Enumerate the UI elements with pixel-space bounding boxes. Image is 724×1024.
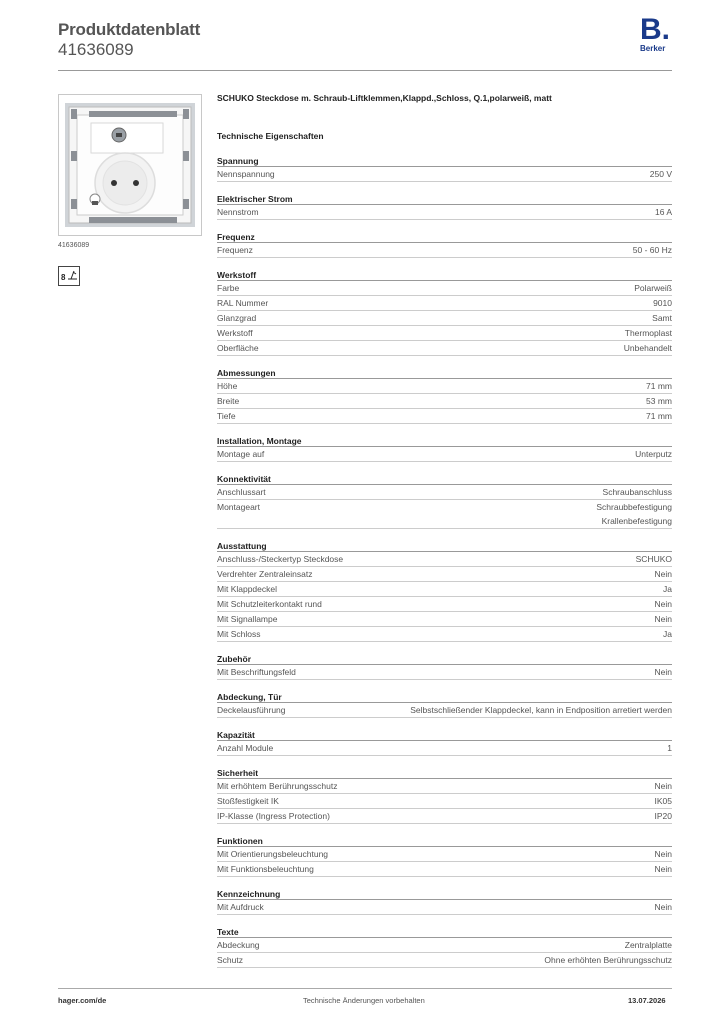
- spec-row: [217, 938, 672, 953]
- spec-label: Tiefe: [217, 411, 236, 421]
- footer-website[interactable]: hager.com/de: [58, 996, 107, 1005]
- spec-value: Unbehandelt: [623, 343, 672, 353]
- spec-label: Farbe: [217, 283, 240, 293]
- spec-row: [217, 900, 672, 915]
- spec-label: Höhe: [217, 381, 238, 391]
- spec-content: [217, 92, 672, 968]
- spec-label: IP-Klasse (Ingress Protection): [217, 811, 330, 821]
- spec-label: Abdeckung: [217, 940, 260, 950]
- group-title: Kennzeichnung: [217, 888, 672, 900]
- spec-row: [217, 953, 672, 968]
- spec-value: Nein: [654, 781, 672, 791]
- group-title: Werkstoff: [217, 269, 672, 281]
- spec-label: Mit Orientierungsbeleuchtung: [217, 849, 329, 859]
- spec-label: Stoßfestigkeit IK: [217, 796, 279, 806]
- spec-label: Mit Aufdruck: [217, 902, 264, 912]
- group-title: Texte: [217, 926, 672, 938]
- spec-groups: [217, 155, 672, 968]
- group-title: Ausstattung: [217, 540, 672, 552]
- article-number: 41636089: [58, 40, 134, 59]
- berker-logo: [640, 13, 674, 54]
- spec-value: Ja: [663, 629, 672, 639]
- spec-row: [217, 612, 672, 627]
- group-title: Konnektivität: [217, 473, 672, 485]
- spec-row: [217, 779, 672, 794]
- spec-row: [217, 447, 672, 462]
- spec-row: [217, 326, 672, 341]
- spec-value: IP20: [654, 811, 672, 821]
- group-title: Abdeckung, Tür: [217, 691, 672, 703]
- section-heading: Technische Eigenschaften: [217, 131, 324, 141]
- spec-value: Schraubanschluss: [602, 487, 672, 497]
- spec-label: Mit Klappdeckel: [217, 584, 278, 594]
- socket-illustration: [59, 95, 201, 235]
- spec-label: Schutz: [217, 955, 243, 965]
- spec-label: Nennstrom: [217, 207, 259, 217]
- spec-label: Montage auf: [217, 449, 265, 459]
- spec-label: Werkstoff: [217, 328, 253, 338]
- spec-row: [217, 281, 672, 296]
- product-image: [58, 94, 202, 236]
- group-title: Abmessungen: [217, 367, 672, 379]
- spec-row: [217, 167, 672, 182]
- spec-value: 9010: [653, 298, 672, 308]
- spec-value: 50 - 60 Hz: [632, 245, 672, 255]
- spec-label: Mit Beschriftungsfeld: [217, 667, 296, 677]
- spec-value: Nein: [654, 864, 672, 874]
- group-title: Funktionen: [217, 835, 672, 847]
- spec-value: Polarweiß: [634, 283, 672, 293]
- spec-row: [217, 741, 672, 756]
- spec-row: [217, 394, 672, 409]
- spec-value: 250 V: [649, 169, 672, 179]
- svg-text:8: 8: [61, 273, 66, 282]
- spec-value: Nein: [654, 902, 672, 912]
- spec-value: Nein: [654, 614, 672, 624]
- spec-value: Nein: [654, 849, 672, 859]
- spec-label: Verdrehter Zentraleinsatz: [217, 569, 313, 579]
- spec-label: Mit Funktionsbeleuchtung: [217, 864, 314, 874]
- spec-value: Thermoplast: [624, 328, 672, 338]
- spec-row: [217, 809, 672, 824]
- spec-value: 1: [667, 743, 672, 753]
- spec-row: [217, 296, 672, 311]
- spec-value: Selbstschließender Klappdeckel, kann in Endposition arretiert werden: [410, 705, 672, 715]
- group-title: Sicherheit: [217, 767, 672, 779]
- spec-label: Deckelausführung: [217, 705, 286, 715]
- spec-value: Ohne erhöhten Berührungsschutz: [544, 955, 672, 965]
- image-caption: 41636089: [58, 242, 90, 249]
- group-title: Frequenz: [217, 231, 672, 243]
- spec-row: [217, 627, 672, 642]
- spec-row: [217, 794, 672, 809]
- spec-row: [217, 665, 672, 680]
- spec-value: Samt: [652, 313, 672, 323]
- spec-value: Zentralplatte: [624, 940, 672, 950]
- group-title: Installation, Montage: [217, 435, 672, 447]
- spec-row: [217, 552, 672, 567]
- spec-row: [217, 567, 672, 582]
- spec-row: [217, 341, 672, 356]
- spec-label: Anschlussart: [217, 487, 266, 497]
- spec-label: Oberfläche: [217, 343, 259, 353]
- spec-label: RAL Nummer: [217, 298, 269, 308]
- footer-divider: [58, 988, 672, 989]
- spec-value: SCHUKO: [635, 554, 672, 564]
- spec-value: IK05: [654, 796, 672, 806]
- footer-disclaimer: Technische Änderungen vorbehalten: [303, 996, 425, 1005]
- spec-label: Mit Schutzleiterkontakt rund: [217, 599, 322, 609]
- page-header: [58, 20, 200, 60]
- group-title: Elektrischer Strom: [217, 193, 672, 205]
- spec-row: [217, 205, 672, 220]
- spec-row: [217, 500, 672, 529]
- spec-label: Anzahl Module: [217, 743, 274, 753]
- spec-row: [217, 379, 672, 394]
- spec-row: [217, 582, 672, 597]
- group-title: Spannung: [217, 155, 672, 167]
- logo-letter: B.: [640, 13, 670, 46]
- spec-label: Glanzgrad: [217, 313, 257, 323]
- spec-value: 53 mm: [646, 396, 672, 406]
- spec-label: Mit Signallampe: [217, 614, 278, 624]
- spec-label: Anschluss-/Steckertyp Steckdose: [217, 554, 344, 564]
- logo-text: Berker: [640, 44, 666, 53]
- spec-value: Ja: [663, 584, 672, 594]
- spec-row: [217, 311, 672, 326]
- spec-row: [217, 409, 672, 424]
- spec-label: Nennspannung: [217, 169, 275, 179]
- spec-row: [217, 847, 672, 862]
- spec-value: Nein: [654, 599, 672, 609]
- circuit-symbol-icon: [58, 266, 80, 286]
- spec-row: [217, 862, 672, 877]
- spec-value: 71 mm: [646, 381, 672, 391]
- spec-row: [217, 243, 672, 258]
- spec-value: 16 A: [654, 207, 672, 217]
- spec-row: [217, 485, 672, 500]
- page-title: Produktdatenblatt: [58, 20, 201, 39]
- spec-value: Unterputz: [635, 449, 672, 459]
- spec-row: [217, 597, 672, 612]
- header-divider: [58, 70, 672, 71]
- spec-value: 71 mm: [646, 411, 672, 421]
- product-title: SCHUKO Steckdose m. Schraub-Liftklemmen,Klappd.,Schloss, Q.1,polarweiß, matt: [217, 93, 552, 103]
- spec-value: Nein: [654, 569, 672, 579]
- group-title: Kapazität: [217, 729, 672, 741]
- spec-value: Schraubbefestigung Krallenbefestigung: [596, 502, 672, 526]
- spec-value: Nein: [654, 667, 672, 677]
- spec-row: [217, 703, 672, 718]
- group-title: Zubehör: [217, 653, 672, 665]
- spec-label: Mit erhöhtem Berührungsschutz: [217, 781, 338, 791]
- spec-label: Mit Schloss: [217, 629, 261, 639]
- spec-label: Breite: [217, 396, 240, 406]
- footer-date: 13.07.2026: [628, 996, 666, 1005]
- spec-label: Montageart: [217, 502, 260, 512]
- spec-label: Frequenz: [217, 245, 253, 255]
